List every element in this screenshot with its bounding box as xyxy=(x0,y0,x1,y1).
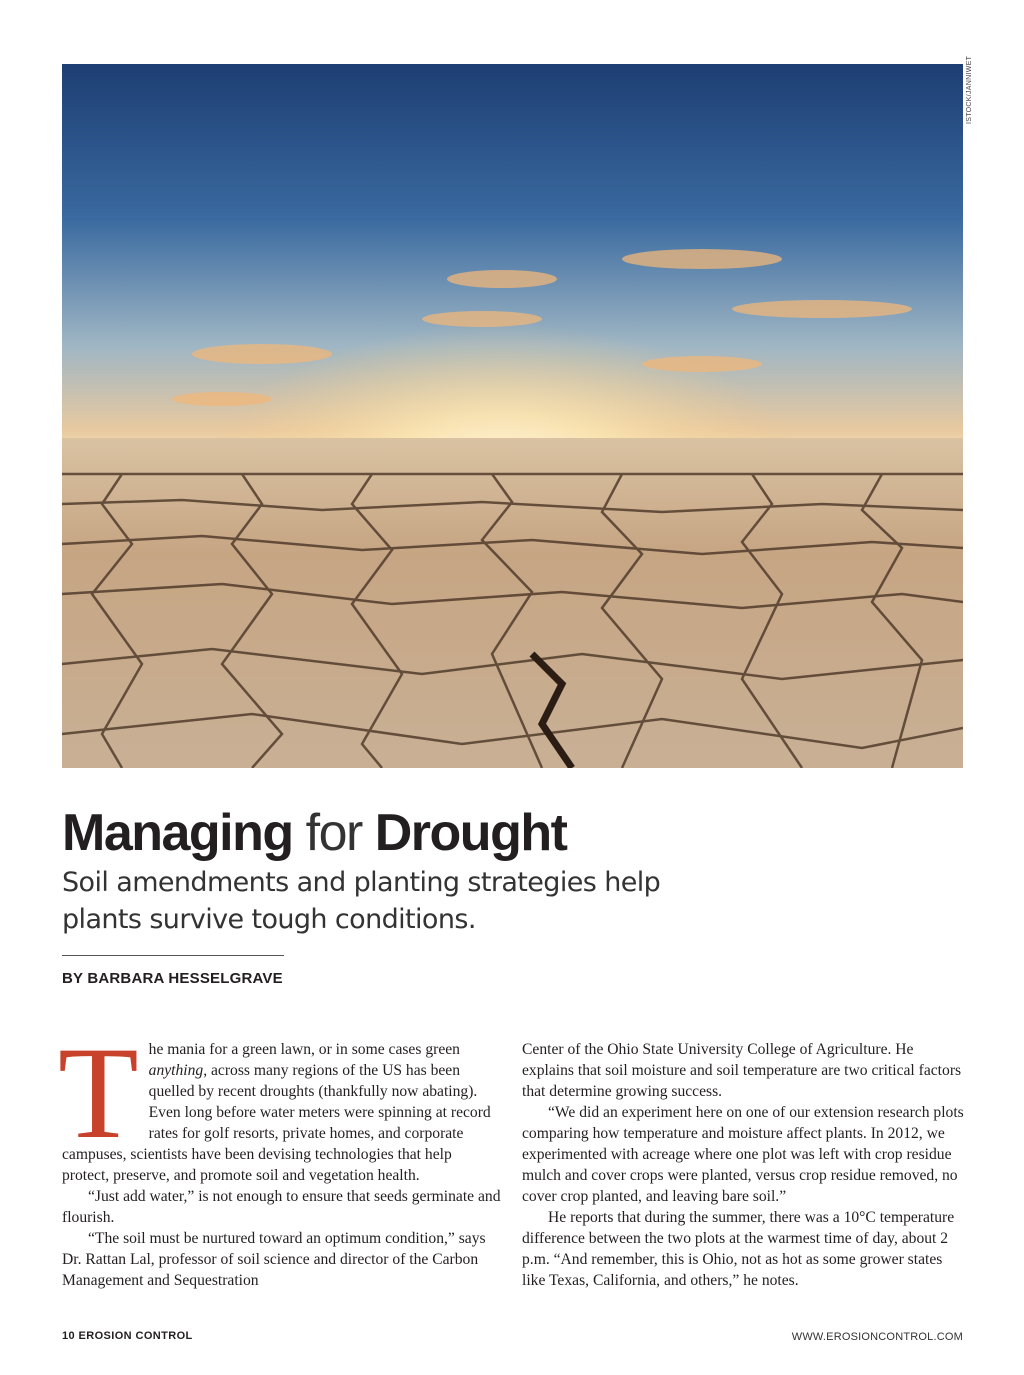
paragraph-1-part-a: he mania for a green lawn, or in some cases green xyxy=(148,1041,460,1058)
footer-page-label: 10 EROSION CONTROL xyxy=(62,1330,193,1342)
cracked-earth-illustration xyxy=(62,64,963,768)
article-subtitle: Soil amendments and planting strategies help plants survive tough conditions. xyxy=(62,867,661,935)
paragraph-1 xyxy=(58,1019,502,1186)
column-right xyxy=(522,1039,967,1291)
column-left xyxy=(58,1019,502,1291)
hero-photo xyxy=(62,64,963,768)
title-word-for: for xyxy=(292,804,375,862)
article-title xyxy=(62,800,566,866)
footer-url: WWW.EROSIONCONTROL.COM xyxy=(791,1331,963,1343)
paragraph-1-emphasis: anything xyxy=(148,1062,204,1079)
byline: BY BARBARA HESSELGRAVE xyxy=(62,970,283,987)
title-word-managing: Managing xyxy=(62,804,293,862)
paragraph-3: “The soil must be nurtured toward an optimum condition,” says Dr. Rattan Lal, professor of soil science and director of the Carbon Management and Sequestration xyxy=(62,1230,486,1289)
paragraph-5: “We did an experiment here on one of our extension research plots comparing how temperature and moisture affect plants. In 2012, we experimented with acreage where one plot was left with crop residue mulch and cover crops were planted, versus crop residue removed, no cover crop planted, and leaving bare soil.” xyxy=(522,1104,964,1205)
drop-cap: T xyxy=(58,1019,139,1166)
divider-rule xyxy=(62,955,284,956)
title-word-drought: Drought xyxy=(374,804,567,862)
paragraph-1-part-b: , across many regions of the US has been quelled by recent droughts (thankfully now abating). Even long before water meters were spinning at record rates for golf resorts, private homes, and corporate campuses, scientists have been devising technologies that help protect, preserve, and promote soil and vegetation health. xyxy=(62,1062,491,1184)
photo-credit: ISTOCK/JANNIWET xyxy=(966,55,973,124)
paragraph-6: He reports that during the summer, there was a 10°C temperature difference between the two plots at the warmest time of day, about 2 p.m. “And remember, this is Ohio, not as hot as some grower states like Texas, California, and others,” he notes. xyxy=(522,1209,955,1289)
paragraph-4: Center of the Ohio State University College of Agriculture. He explains that soil moisture and soil temperature are two critical factors that determine growing success. xyxy=(522,1041,962,1100)
paragraph-2: “Just add water,” is not enough to ensure that seeds germinate and flourish. xyxy=(62,1188,501,1226)
